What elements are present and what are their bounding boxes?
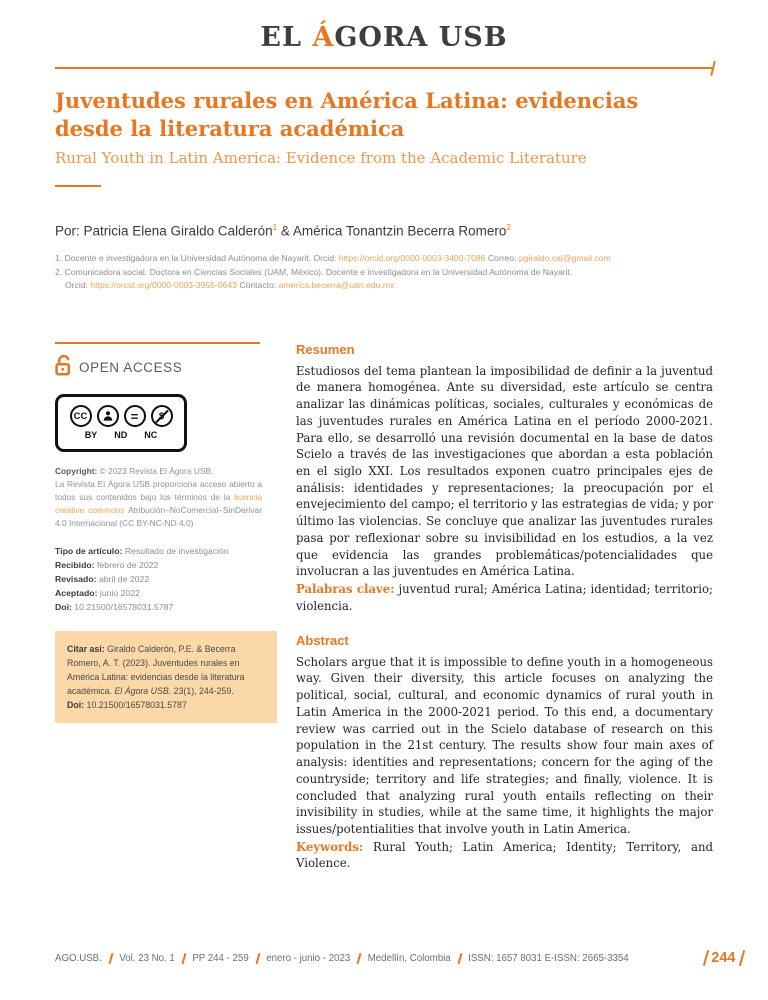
meta-accepted-value: junio 2022 (97, 587, 140, 598)
footer-journal: AGO.USB. (55, 952, 102, 964)
copyright-notice (55, 465, 262, 530)
footnote-1-text: Docente e investigadora en la Universidad Autónoma de Nayarit. Orcid: (64, 252, 339, 263)
meta-doi-value: 10.21500/16578031.5787 (71, 602, 174, 613)
cc-non-commercial-icon (151, 405, 173, 427)
copyright-body-pre: La Revista El Ágora USB proporciona acceso abierto a todos sus contenidos bajo los términos de la (55, 478, 262, 502)
journal-logo (0, 22, 768, 53)
page-number: 244 (711, 950, 736, 966)
cc-no-derivatives-icon (124, 405, 146, 427)
journal-header (0, 0, 768, 53)
cc-equals-glyph: = (130, 408, 139, 424)
page-number-slash-right (738, 950, 744, 966)
author-2: América Tonantzin Becerra Romero (292, 223, 507, 239)
resumen-keywords-label: Palabras clave: (296, 582, 395, 597)
header-rule (55, 67, 713, 69)
copyright-body-post: Atribución–NoComercial–SinDerivar 4.0 Internacional (CC BY-NC-ND 4.0) (55, 504, 262, 528)
main-column (296, 342, 713, 873)
footer-separator (181, 953, 185, 964)
article-body (55, 342, 713, 873)
abstract-section (296, 633, 713, 873)
copyright-label: Copyright: (55, 465, 98, 476)
meta-revised-value: abril de 2022 (96, 573, 150, 584)
citation-label: Citar así: (67, 644, 105, 655)
cc-logo-icon: CC (70, 405, 92, 427)
citation-journal-name: El Ágora USB. (114, 686, 172, 697)
article-meta (55, 544, 270, 614)
meta-received (55, 558, 270, 572)
footnote-2-number: 2. (55, 266, 65, 277)
resumen-keywords-line (296, 581, 713, 614)
citation-text-1: Giraldo Calderón, P.E. & Becerra Romero, A. T. (2023). Juventudes rurales en América Latina: evidencias desde la literatura académica. (67, 644, 245, 697)
citation-box (55, 631, 277, 723)
footer-pages: PP 244 - 259 (192, 952, 249, 964)
header-rule-tick (710, 61, 716, 76)
abstract-keywords-label: Keywords: (296, 839, 364, 854)
cc-letter-nc: NC (144, 430, 158, 441)
resumen-section (296, 342, 713, 615)
article-title: Juventudes rurales en América Latina: evidencias desde la literatura académica (55, 88, 639, 141)
footer-separator (357, 953, 361, 964)
meta-article-type (55, 544, 270, 558)
footer-city: Medellín, Colombia (367, 952, 451, 964)
abstract-heading: Abstract (296, 632, 349, 648)
citation-doi-value: 10.21500/16578031.5787 (84, 700, 187, 711)
footnote-2-orcid-label: Orcid: (65, 279, 91, 290)
logo-text-pre: EL (260, 22, 313, 53)
article-subtitle: Rural Youth in Latin America: Evidence from the Academic Literature (55, 149, 587, 168)
logo-accent-letter: Á (312, 22, 335, 53)
footer-period: enero - junio - 2023 (266, 952, 351, 964)
title-divider (55, 185, 101, 187)
page-number-slash-left (703, 950, 709, 966)
footer-issn: ISSN: 1657 8031 E-ISSN: 2665-3354 (468, 952, 629, 964)
meta-doi (55, 600, 270, 614)
page-footer (55, 950, 742, 966)
author-2-footnote-marker: 2 (506, 223, 511, 233)
meta-received-label: Recibido: (55, 559, 95, 570)
meta-received-value: febrero de 2022 (94, 559, 159, 570)
cc-attribution-person-icon (97, 405, 119, 427)
footnote-2-orcid-link[interactable]: https://orcid.org/0000-0003-3955-0643 (90, 279, 237, 290)
footnote-1-email-link[interactable]: pgiraldo.cal@gmail.com (518, 252, 611, 263)
authors-prefix: Por: (55, 223, 84, 239)
footer-separator (108, 953, 112, 964)
meta-doi-label: Doi: (55, 602, 72, 613)
footnotes (55, 252, 713, 292)
footnote-2-line-2 (65, 279, 713, 292)
author-1-footnote-marker: 1 (272, 223, 278, 233)
meta-accepted-label: Aceptado: (55, 587, 98, 598)
footnote-2-text: Comunicadora social. Doctora en Ciencias Sociales (UAM, México). Docente e investigadora en la Universidad Autónoma de Nayarit. (64, 266, 573, 277)
page-number-block (705, 950, 742, 966)
resumen-body: Estudiosos del tema plantean la imposibilidad de definir a la juventud de manera homogénea. Ante su diversidad, este artículo se centra analizar las dinámicas políticas, sociales, culturales y económicas de las juventudes rurales en América Latina en el período 2000-2021. Para ello, se desarrolló una revisión documental en la base de datos Scielo a través de las investigaciones que abordan a esta población en el siglo XXI. Los resultados exponen cuatro principales ejes de análisis: identidades y representaciones; la preocupación por el envejecimiento del campo; el territorio y las estrategias de vida; y por último las violencias. Se concluye que analizar las juventudes rurales pasa por reflexionar sobre su invisibilidad en los estudios, a la vez que evidencia las grandes problemáticas/potencialidades que involucran a las juventudes en América Latina. (296, 363, 713, 579)
open-access-row (55, 354, 270, 382)
authors-line (55, 223, 713, 239)
open-access-label: OPEN ACCESS (79, 360, 183, 376)
footer-volume: Vol. 23 No. 1 (119, 952, 175, 964)
cc-letter-nd: ND (114, 430, 128, 441)
title-block (55, 87, 713, 167)
footnote-1-number: 1. (55, 252, 65, 263)
copyright-line1: © 2023 Revista El Ágora USB. (97, 465, 214, 476)
creative-commons-badge[interactable] (55, 394, 187, 452)
abstract-keywords: Rural Youth; Latin America; Identity; Territory, and Violence. (296, 839, 713, 871)
author-1: Patricia Elena Giraldo Calderón (83, 223, 273, 239)
meta-accepted (55, 586, 270, 600)
footnote-1-correo-label: Correo: (485, 252, 519, 263)
cc-letters-row (85, 430, 158, 440)
resumen-heading: Resumen (296, 341, 355, 357)
open-access-lock-icon (55, 354, 72, 382)
logo-text-post: GORA USB (334, 22, 508, 53)
resumen-keywords: juventud rural; América Latina; identidad; territorio; violencia. (296, 582, 713, 613)
meta-article-type-value: Resultado de investigación (122, 545, 229, 556)
meta-revised-label: Revisado: (55, 573, 97, 584)
authors-separator: & (277, 223, 293, 239)
abstract-body: Scholars argue that it is impossible to define youth in a homogeneous way. Given their diversity, this article focuses on analyzing the political, social, cultural, and economic dynamics of rural youth in Latin America in the 2000-2021 period. To this end, a documentary review was carried out in the Scielo database of research on this population in the 21st century. The results show four main axes of analysis: identities and representations; concern for the aging of the countryside; territory and life strategies; and finally, violence. It is concluded that analyzing rural youth entails reflecting on their invisibility in studies, while at the same time, it highlights the major issues/potentialities that involve youth in Latin America. (296, 654, 713, 836)
footnote-2 (55, 266, 713, 292)
abstract-keywords-line (296, 839, 713, 872)
citation-doi-label: Doi: (67, 700, 85, 711)
citation-text-2: 23(1), 244-259. (171, 686, 234, 697)
footnote-2-email-link[interactable]: america.becerra@uan.edu.mx (278, 279, 395, 290)
left-column-rule (55, 342, 260, 344)
left-column (55, 342, 270, 873)
meta-revised (55, 572, 270, 586)
cc-icon-row (70, 405, 173, 427)
footer-separator (457, 953, 461, 964)
footnote-2-line-1 (55, 266, 713, 279)
creative-commons-license-link[interactable]: licencia creative commons (55, 491, 262, 515)
footer-separator (255, 953, 259, 964)
footnote-2-contacto-label: Contacto: (237, 279, 279, 290)
meta-article-type-label: Tipo de artículo: (55, 545, 123, 556)
cc-letter-by: BY (84, 430, 98, 441)
footnote-1 (55, 252, 713, 265)
footnote-1-orcid-link[interactable]: https://orcid.org/0000-0003-3400-7086 (338, 252, 486, 263)
